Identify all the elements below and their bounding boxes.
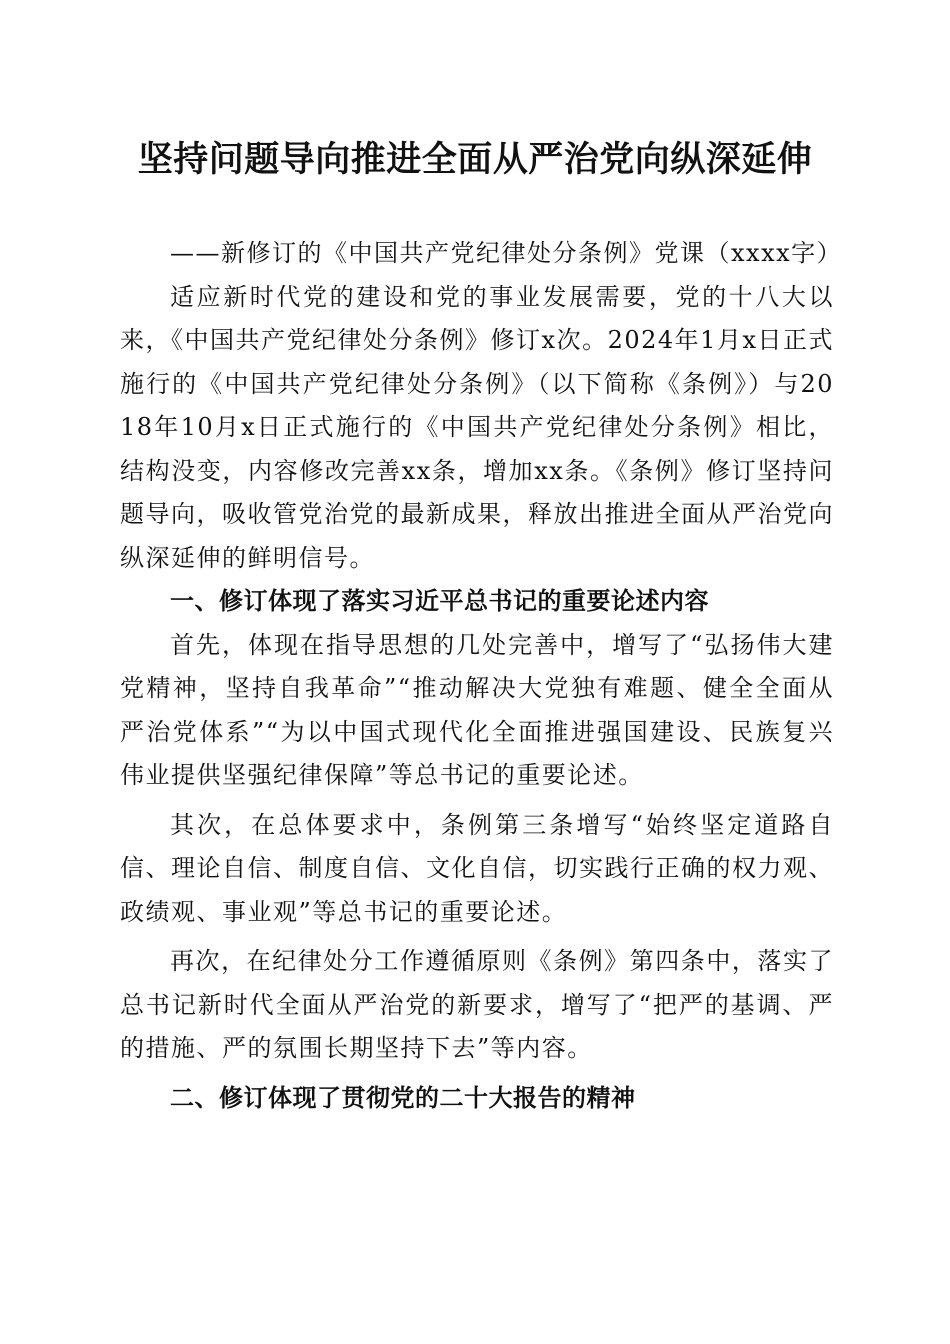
section1-paragraph-3: 再次，在纪律处分工作遵循原则《条例》第四条中，落实了总书记新时代全面从严治党的新要求，增写了“把严的基调、严的措施、严的氛围长期坚持下去”等内容。 bbox=[120, 947, 834, 1062]
document-body bbox=[120, 232, 843, 1120]
section-heading-2: 二、修订体现了贯彻党的二十大报告的精神 bbox=[170, 1083, 636, 1112]
document-subtitle: ——新修订的《中国共产党纪律处分条例》党课（xxxx字） bbox=[170, 239, 843, 267]
section1-paragraph-1: 首先，体现在指导思想的几处完善中，增写了“弘扬伟大建党精神，坚持自我革命”“推动解决大党独有难题、健全全面从严治党体系”“为以中国式现代化全面推进强国建设、民族复兴伟业提供坚强纪律保障”等总书记的重要论述。 bbox=[120, 630, 834, 789]
document-title: 坚持问题导向推进全面从严治党向纵深延伸 bbox=[137, 140, 813, 180]
intro-paragraph: 适应新时代党的建设和党的事业发展需要，党的十八大以来，《中国共产党纪律处分条例》修订x次。2024年1月x日正式施行的《中国共产党纪律处分条例》（以下简称《条例》）与2018年10月x日正式施行的《中国共产党纪律处分条例》相比，结构没变，内容修改完善xx条，增加xx条。《条例》修订坚持问题导向，吸收管党治党的最新成果，释放出推进全面从严治党向纵深延伸的鲜明信号。 bbox=[120, 282, 834, 572]
section1-paragraph-2: 其次，在总体要求中，条例第三条增写“始终坚定道路自信、理论自信、制度自信、文化自信，切实践行正确的权力观、政绩观、事业观”等总书记的重要论述。 bbox=[120, 810, 834, 926]
section-heading-1: 一、修订体现了落实习近平总书记的重要论述内容 bbox=[170, 587, 709, 615]
